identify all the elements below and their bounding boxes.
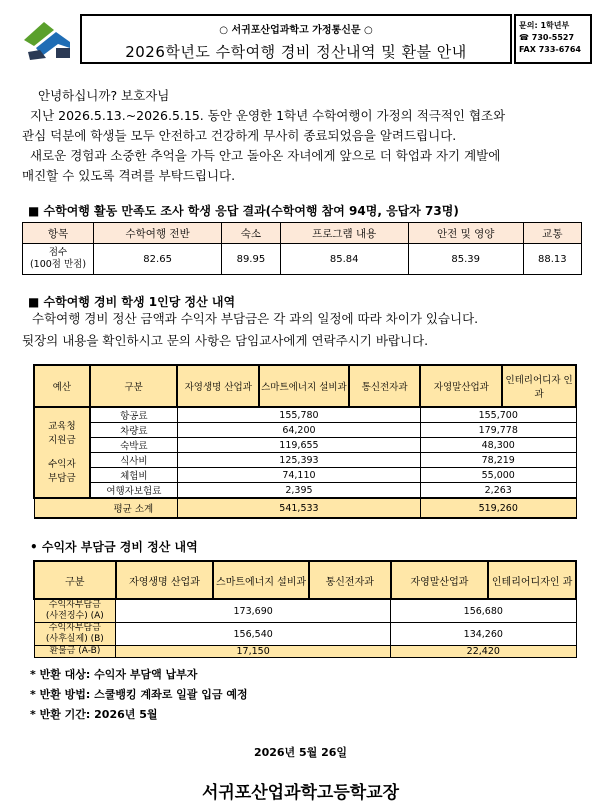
- intro-line-4: 매진할 수 있도록 격려를 부탁드립니다.: [22, 168, 236, 183]
- cost-header-budget: 예산: [34, 365, 90, 407]
- subtotal-row: [34, 498, 576, 518]
- subtotal-spacer: [34, 498, 90, 518]
- cost-row-label: 여행자보험료: [90, 483, 178, 499]
- cost-value-group2: 55,000: [420, 468, 576, 483]
- refund-header-dept4: 자영말산업과: [391, 561, 489, 599]
- refund-row-a-label: [34, 599, 116, 623]
- page-title: 2026학년도 수학여행 경비 정산내역 및 환불 안내: [125, 43, 467, 61]
- cost-header-dept4: 자영말산업과: [420, 365, 502, 407]
- survey-heading: ■ 수학여행 활동 만족도 조사 학생 응답 결과(수학여행 참여 94명, 응답자 73명): [28, 204, 459, 218]
- cost-table: [33, 364, 577, 519]
- cost-value-group1: 2,395: [177, 483, 420, 499]
- greeting: 안녕하십니까? 보호자님: [38, 88, 170, 103]
- survey-table: [22, 222, 582, 275]
- refund-table: [33, 560, 577, 658]
- survey-score-overall: 82.65: [94, 244, 222, 275]
- title-box: [80, 14, 512, 64]
- survey-score-lodging: 89.95: [222, 244, 280, 275]
- cost-value-group2: 78,219: [420, 453, 576, 468]
- cost-value-group1: 155,780: [177, 407, 420, 423]
- subtotal-label: 평균 소계: [90, 498, 178, 518]
- refund-row-a-group2: 156,680: [391, 599, 576, 623]
- budget-label-2a: 수익자: [48, 458, 76, 470]
- budget-label-1a: 교육청: [48, 420, 76, 432]
- refund-period-note: * 반환 기간: 2026년 5월: [30, 708, 158, 721]
- refund-header-dept5: 인테리어디자인 과: [488, 561, 576, 599]
- refund-row-a-label-2: (사전징수) (A): [45, 611, 104, 621]
- cost-note-1: 수학여행 경비 정산 금액과 수익자 부담금은 각 과의 일정에 따라 차이가 있습니다.: [32, 311, 479, 326]
- contact-box: [514, 14, 592, 64]
- school-logo: [20, 14, 74, 64]
- cost-header-category: 구분: [90, 365, 178, 407]
- refund-header-dept2: 스마트에너지 설비과: [213, 561, 309, 599]
- survey-score-row: [23, 244, 582, 275]
- refund-row-a-label-1: 수익자부담금: [48, 600, 101, 610]
- survey-score-safety: 85.39: [408, 244, 523, 275]
- refund-header-dept1: 자영생명 산업과: [116, 561, 214, 599]
- intro-line-3: 새로운 경험과 소중한 추억을 가득 안고 돌아온 자녀에게 앞으로 더 학업과 자기 계발에: [30, 148, 501, 163]
- cost-value-group1: 74,110: [177, 468, 420, 483]
- refund-row-c-group2: 22,420: [391, 646, 576, 658]
- cost-header-dept2: 스마트에너지 설비과: [259, 365, 349, 407]
- intro-line-1: 지난 2026.5.13.~2026.5.15. 동안 운영한 1학년 수학여행이 가정의 적극적인 협조와: [30, 108, 506, 123]
- table-row: [34, 483, 576, 499]
- table-row: [34, 423, 576, 438]
- survey-score-transport: 88.13: [523, 244, 581, 275]
- table-row: [34, 407, 576, 423]
- cost-header-row: [34, 365, 576, 407]
- cost-row-label: 체험비: [90, 468, 178, 483]
- contact-fax: FAX 733-6764: [519, 45, 581, 54]
- survey-row-label-1: 점수: [48, 247, 68, 258]
- survey-header-item: 항목: [23, 223, 94, 244]
- refund-header-row: [34, 561, 576, 599]
- cost-row-label: 항공료: [90, 407, 178, 423]
- cost-header-dept3: 통신전자과: [349, 365, 421, 407]
- cost-row-label: 차량료: [90, 423, 178, 438]
- refund-header-category: 구분: [34, 561, 116, 599]
- contact-dept: 문의: 1학년부: [519, 21, 570, 30]
- newsletter-label: ○ 서귀포산업과학고 가정통신문 ○: [219, 25, 373, 36]
- survey-header-lodging: 숙소: [222, 223, 280, 244]
- survey-row-label-2: (100점 만점): [29, 259, 87, 270]
- table-row: [34, 468, 576, 483]
- budget-label-1b: 지원금: [48, 434, 76, 446]
- table-row: [34, 623, 576, 646]
- document-date: 2026년 5월 26일: [253, 746, 348, 759]
- intro-line-2: 관심 덕분에 학생들 모두 안전하고 건강하게 무사히 종료되었음을 알려드립니다.: [22, 128, 457, 143]
- budget-label-2b: 부담금: [48, 472, 76, 484]
- survey-header-row: [23, 223, 582, 244]
- refund-row-b-group1: 156,540: [116, 623, 391, 646]
- cost-value-group1: 64,200: [177, 423, 420, 438]
- refund-row-a-group1: 173,690: [116, 599, 391, 623]
- refund-heading: • 수익자 부담금 경비 정산 내역: [30, 540, 198, 554]
- table-row: [34, 453, 576, 468]
- survey-row-label: [23, 244, 94, 275]
- cost-value-group2: 179,778: [420, 423, 576, 438]
- refund-row-b-label-2: (사후실제) (B): [45, 634, 104, 644]
- cost-heading: ■ 수학여행 경비 학생 1인당 정산 내역: [28, 295, 236, 309]
- refund-row-b-group2: 134,260: [391, 623, 576, 646]
- survey-header-overall: 수학여행 전반: [94, 223, 222, 244]
- cost-note-2: 뒷장의 내용을 확인하시고 문의 사항은 담임교사에게 연락주시기 바랍니다.: [22, 333, 429, 348]
- refund-row-b-label: [34, 623, 116, 646]
- refund-header-dept3: 통신전자과: [309, 561, 391, 599]
- cost-value-group2: 155,700: [420, 407, 576, 423]
- cost-row-label: 식사비: [90, 453, 178, 468]
- cost-value-group2: 48,300: [420, 438, 576, 453]
- table-row: [34, 438, 576, 453]
- table-row: [34, 599, 576, 623]
- cost-header-dept5: 인테리어디자 인과: [502, 365, 576, 407]
- refund-row-c-group1: 17,150: [116, 646, 391, 658]
- cost-row-label: 숙박료: [90, 438, 178, 453]
- refund-target-note: * 반환 대상: 수익자 부담액 납부자: [30, 668, 198, 681]
- refund-row-c-label: 환불금 (A-B): [34, 646, 116, 658]
- survey-header-program: 프로그램 내용: [280, 223, 408, 244]
- contact-phone: ☎ 730-5527: [519, 33, 575, 42]
- refund-method-note: * 반환 방법: 스쿨뱅킹 계좌로 일괄 입금 예정: [30, 688, 248, 701]
- cost-value-group1: 125,393: [177, 453, 420, 468]
- survey-score-program: 85.84: [280, 244, 408, 275]
- cost-value-group2: 2,263: [420, 483, 576, 499]
- table-row: [34, 646, 576, 658]
- subtotal-group2: 519,260: [420, 498, 576, 518]
- cost-value-group1: 119,655: [177, 438, 420, 453]
- budget-label-cell: [34, 407, 90, 498]
- subtotal-group1: 541,533: [177, 498, 420, 518]
- survey-header-transport: 교통: [523, 223, 581, 244]
- survey-header-safety: 안전 및 영양: [408, 223, 523, 244]
- refund-row-b-label-1: 수익자부담금: [48, 623, 101, 633]
- cost-header-dept1: 자영생명 산업과: [177, 365, 259, 407]
- signature: 서귀포산업과학고등학교장: [201, 783, 400, 803]
